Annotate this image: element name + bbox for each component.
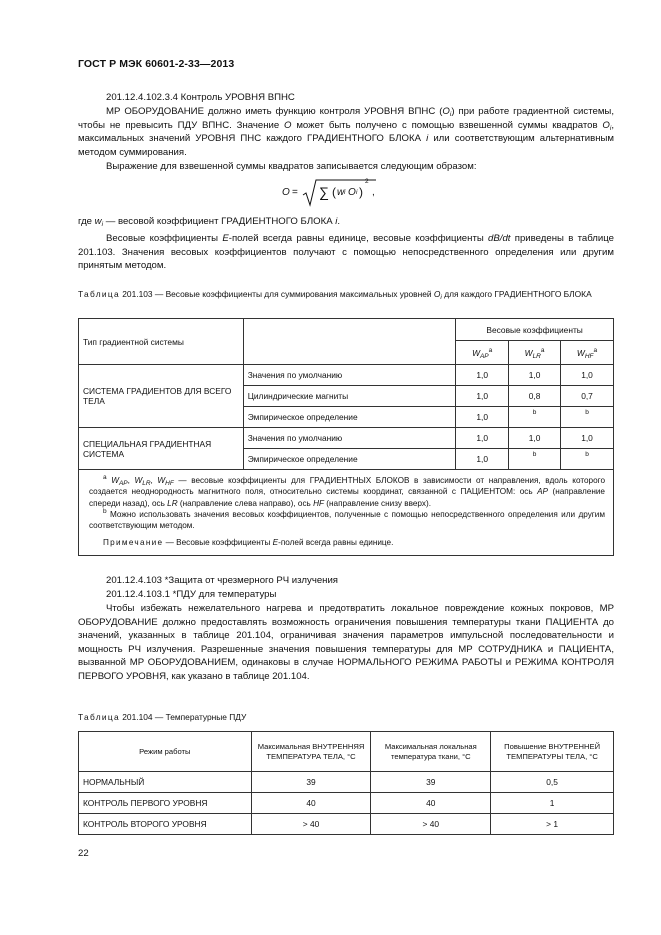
table-row	[79, 365, 614, 386]
header-w-ap: $W_{AP}^a$	[456, 341, 509, 365]
cell-hf: 1,0	[561, 428, 614, 449]
footnote-b: $^b$ Можно использовать значения весовых коэффициентов, полученные с помощью непосредственного определения или другим соответствующим методом.	[89, 507, 605, 531]
cell-method: Значения по умолчанию	[243, 365, 456, 386]
cell-method: Эмпирическое определение	[243, 449, 456, 470]
paragraph-where: где $w_i$ — весовой коэффициент ГРАДИЕНТНОГО БЛОКА i.	[78, 216, 341, 228]
cell-mode: НОРМАЛЬНЫЙ	[79, 772, 252, 793]
header-weight-coefficients: Весовые коэффициенты	[456, 319, 614, 341]
cell-method: Цилиндрические магниты	[243, 386, 456, 407]
group-special: СПЕЦИАЛЬНАЯ ГРАДИЕНТНАЯ СИСТЕМА	[79, 428, 244, 470]
cell-local: 39	[371, 772, 491, 793]
table-footnotes	[79, 470, 614, 556]
cell-rise: > 1	[491, 814, 614, 835]
paragraph-formula-intro: Выражение для взвешенной суммы квадратов записывается следующим образом:	[106, 161, 477, 172]
section-heading-201-12-4-102-3-4: 201.12.4.102.3.4 Контроль УРОВНЯ ВПНС	[106, 92, 295, 103]
table-note: Примечание — Весовые коэффициенты E-полей всегда равны единице.	[103, 538, 394, 548]
section-heading-201-12-4-103-1: 201.12.4.103.1 *ПДУ для температуры	[106, 589, 277, 600]
table-row	[79, 814, 614, 835]
cell-ap: 1,0	[456, 407, 509, 428]
header-temp-rise: Повышение ВНУТРЕННЕЙ ТЕМПЕРАТУРЫ ТЕЛА, °С	[491, 732, 614, 772]
cell-rise: 0,5	[491, 772, 614, 793]
table-201-104	[78, 731, 614, 835]
weighted-sum-formula: O = ∑ ( w i O i ) 2 ,	[282, 178, 392, 208]
cell-hf: 1,0	[561, 365, 614, 386]
cell-local: 40	[371, 793, 491, 814]
cell-lr: 1,0	[509, 428, 561, 449]
table-201-103	[78, 318, 614, 556]
table-row	[79, 793, 614, 814]
header-max-internal-temp: Максимальная ВНУТРЕННЯЯ ТЕМПЕРАТУРА ТЕЛА, °С	[251, 732, 371, 772]
cell-internal: 40	[251, 793, 371, 814]
header-method-blank	[243, 319, 456, 365]
cell-hf: 0,7	[561, 386, 614, 407]
cell-lr: b	[509, 407, 561, 428]
table-201-103-caption: Таблица 201.103 — Весовые коэффициенты для суммирования максимальных уровней $O_i$ для каждого ГРАДИЕНТНОГО БЛОКА	[78, 289, 592, 301]
cell-hf: b	[561, 407, 614, 428]
cell-lr: 1,0	[509, 365, 561, 386]
table-201-104-caption: Таблица 201.104 — Температурные ПДУ	[78, 712, 247, 722]
table-row	[79, 428, 614, 449]
cell-method: Эмпирическое определение	[243, 407, 456, 428]
header-mode: Режим работы	[79, 732, 252, 772]
cell-internal: > 40	[251, 814, 371, 835]
cell-method: Значения по умолчанию	[243, 428, 456, 449]
cell-ap: 1,0	[456, 449, 509, 470]
section-heading-201-12-4-103: 201.12.4.103 *Защита от чрезмерного РЧ излучения	[106, 575, 339, 586]
cell-mode: КОНТРОЛЬ ПЕРВОГО УРОВНЯ	[79, 793, 252, 814]
header-w-hf: $W_{HF}^a$	[561, 341, 614, 365]
cell-hf: b	[561, 449, 614, 470]
cell-rise: 1	[491, 793, 614, 814]
header-system-type: Тип градиентной системы	[79, 319, 244, 365]
cell-ap: 1,0	[456, 428, 509, 449]
cell-ap: 1,0	[456, 365, 509, 386]
paragraph-temperature-limits: Чтобы избежать нежелательного нагрева и предотвратить локальное повреждение кожных покровов, МР ОБОРУДОВАНИЕ должно предоставлять возможность ограничения повышения температуры ткани ПАЦИЕНТА до значений, указанных в таблице 201.104, ограничивая значения параметров импульсной последовательности и мощность РЧ излучения. Разрешенные значения повышения температуры для МР СОТРУДНИКА и ПАЦИЕНТА, вызванной МР ОБОРУДОВАНИЕМ, одинаковы в случае НОРМАЛЬНОГО РЕЖИМА РАБОТЫ и РЕЖИМА КОНТРОЛЯ ПЕРВОГО УРОВНЯ, как указано в таблице 201.104.	[78, 603, 614, 682]
document-header: ГОСТ Р МЭК 60601-2-33—2013	[78, 58, 235, 70]
cell-ap: 1,0	[456, 386, 509, 407]
header-w-lr: $W_{LR}^a$	[509, 341, 561, 365]
cell-lr: 0,8	[509, 386, 561, 407]
cell-lr: b	[509, 449, 561, 470]
table-row	[79, 772, 614, 793]
cell-local: > 40	[371, 814, 491, 835]
header-max-local-temp: Максимальная локальная температура ткани, °С	[371, 732, 491, 772]
paragraph-ppns-control: МР ОБОРУДОВАНИЕ должно иметь функцию контроля УРОВНЯ ВПНС $(O_i)$ при работе градиентной системы, чтобы не превысить ПДУ ВПНС. Значение O может быть получено с помощью взвешенной суммы квадратов $O_i$, максимальных значений УРОВНЯ ПНС каждого ГРАДИЕНТНОГО БЛОКА i или соответствующим альтернативным методом суммирования.	[78, 106, 615, 158]
footnote-a: $^a$ $W_{AP}$, $W_{LR}$, $W_{HF}$ — весовые коэффициенты для ГРАДИЕНТНЫХ БЛОКОВ в зависимости от направления, вдоль которого создается неоднородность магнитного поля, относительно системы координат, связанной с ПАЦИЕНТОМ: ось AP (направление спереди назад), ось LR (направление слева направо), ось HF (направление снизу вверх).	[89, 474, 605, 508]
paragraph-weight-coefficients: Весовые коэффициенты E-полей всегда равны единице, весовые коэффициенты dB/dt приведены в таблице 201.103. Значения весовых коэффициентов получают с помощью непосредственного определения или другим принятым методом.	[78, 233, 614, 271]
cell-internal: 39	[251, 772, 371, 793]
group-whole-body: СИСТЕМА ГРАДИЕНТОВ ДЛЯ ВСЕГО ТЕЛА	[79, 365, 244, 428]
page-number: 22	[78, 848, 89, 859]
cell-mode: КОНТРОЛЬ ВТОРОГО УРОВНЯ	[79, 814, 252, 835]
